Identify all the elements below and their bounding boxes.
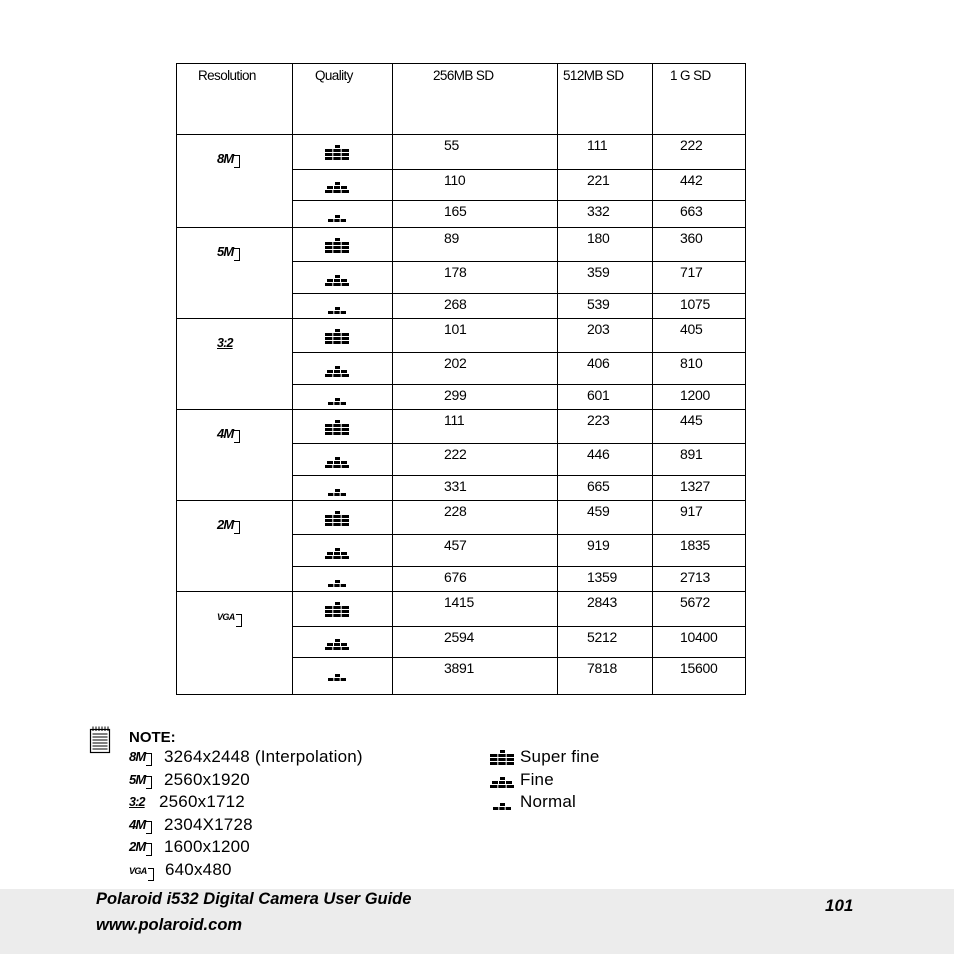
table-cell: 1835 (680, 537, 710, 553)
resolution-cell (217, 607, 241, 625)
row-divider (293, 293, 745, 294)
table-cell: 1415 (444, 594, 474, 610)
table-cell: 223 (587, 412, 610, 428)
note-resolution-text: 2304X1728 (164, 815, 253, 834)
table-cell: 3891 (444, 660, 474, 676)
resolution-3-2-icon: 3:2 (129, 795, 145, 809)
table-cell: 268 (444, 296, 467, 312)
table-cell: 539 (587, 296, 610, 312)
note-resolution-badge (129, 748, 151, 766)
table-cell: 2713 (680, 569, 710, 585)
note-resolution-text: 2560x1712 (159, 792, 245, 811)
normal-icon (325, 390, 349, 405)
row-divider (293, 657, 745, 658)
table-cell: 299 (444, 387, 467, 403)
resolution-cell (217, 516, 239, 534)
super-fine-icon (325, 511, 349, 526)
table-cell: 110 (444, 172, 466, 188)
row-divider (293, 384, 745, 385)
column-divider (652, 64, 653, 694)
table-cell: 202 (444, 355, 467, 371)
table-cell: 1200 (680, 387, 710, 403)
row-divider (177, 500, 745, 501)
super-fine-icon (490, 750, 514, 765)
super-fine-icon (325, 329, 349, 344)
table-cell: 2594 (444, 629, 474, 645)
table-cell: 919 (587, 537, 610, 553)
fine-icon (325, 635, 349, 650)
table-cell: 406 (587, 355, 610, 371)
fine-icon (490, 773, 514, 788)
super-fine-icon (325, 145, 349, 160)
note-quality-text: Fine (520, 770, 554, 789)
table-cell: 5212 (587, 629, 617, 645)
page-number: 101 (825, 896, 854, 915)
table-cell: 222 (444, 446, 467, 462)
resolution-cell (217, 425, 239, 443)
resolution-cell (217, 243, 239, 261)
note-quality-text: Normal (520, 792, 576, 811)
table-cell: 810 (680, 355, 703, 371)
table-cell: 1075 (680, 296, 710, 312)
normal-icon (325, 572, 349, 587)
column-header: 256MB SD (433, 68, 494, 83)
table-cell: 165 (444, 203, 467, 219)
row-divider (293, 566, 745, 567)
table-cell: 221 (587, 172, 610, 188)
note-resolution-text: 1600x1200 (164, 837, 250, 856)
row-divider (293, 534, 745, 535)
table-cell: 665 (587, 478, 610, 494)
column-divider (392, 64, 393, 694)
table-cell: 10400 (680, 629, 718, 645)
table-cell: 359 (587, 264, 610, 280)
note-resolution-text: 3264x2448 (Interpolation) (164, 747, 363, 766)
resolution-5m-icon: 5M (129, 773, 151, 786)
table-cell: 2843 (587, 594, 617, 610)
table-cell: 111 (444, 412, 465, 428)
table-cell: 89 (444, 230, 459, 246)
table-cell: 459 (587, 503, 610, 519)
fine-icon (325, 178, 349, 193)
column-divider (557, 64, 558, 694)
row-divider (293, 261, 745, 262)
super-fine-icon (325, 420, 349, 435)
resolution-cell (217, 150, 239, 168)
table-cell: 15600 (680, 660, 718, 676)
table-cell: 111 (587, 137, 608, 153)
footer-title: Polaroid i532 Digital Camera User Guide (96, 890, 412, 908)
table-cell: 55 (444, 137, 459, 153)
resolution-2m-icon: 2M (217, 518, 239, 531)
column-header: Resolution (198, 68, 256, 83)
normal-icon (325, 299, 349, 314)
table-cell: 446 (587, 446, 610, 462)
note-resolution-badge (129, 816, 151, 834)
note-resolution-text: 2560x1920 (164, 770, 250, 789)
row-divider (293, 475, 745, 476)
row-divider (177, 227, 745, 228)
table-cell: 178 (444, 264, 467, 280)
fine-icon (325, 362, 349, 377)
table-cell: 891 (680, 446, 703, 462)
table-cell: 360 (680, 230, 703, 246)
table-cell: 101 (444, 321, 467, 337)
footer-url: www.polaroid.com (96, 916, 243, 934)
resolution-cell (217, 334, 233, 352)
table-cell: 445 (680, 412, 703, 428)
note-resolution-badge (129, 838, 151, 856)
table-cell: 332 (587, 203, 610, 219)
note-resolution-badge (129, 861, 153, 879)
resolution-vga-icon: VGA (217, 611, 241, 624)
table-cell: 222 (680, 137, 703, 153)
table-cell: 442 (680, 172, 703, 188)
normal-icon (325, 207, 349, 222)
row-divider (177, 134, 745, 135)
resolution-5m-icon: 5M (217, 245, 239, 258)
resolution-2m-icon: 2M (129, 840, 151, 853)
row-divider (293, 443, 745, 444)
table-cell: 457 (444, 537, 467, 553)
note-resolution-badge (129, 771, 151, 789)
table-cell: 601 (587, 387, 610, 403)
column-header: 512MB SD (563, 68, 624, 83)
notepad-icon (89, 726, 111, 754)
column-header: 1 G SD (670, 68, 711, 83)
note-quality-text: Super fine (520, 747, 600, 766)
row-divider (177, 318, 745, 319)
note-resolution-badge (129, 793, 145, 811)
fine-icon (325, 544, 349, 559)
table-cell: 7818 (587, 660, 617, 676)
note-resolution-text: 640x480 (165, 860, 232, 879)
super-fine-icon (325, 602, 349, 617)
resolution-3-2-icon: 3:2 (217, 336, 233, 350)
fine-icon (325, 271, 349, 286)
row-divider (293, 200, 745, 201)
row-divider (293, 352, 745, 353)
table-cell: 1327 (680, 478, 710, 494)
normal-icon (325, 481, 349, 496)
table-cell: 917 (680, 503, 703, 519)
resolution-4m-icon: 4M (129, 818, 151, 831)
table-cell: 180 (587, 230, 610, 246)
normal-icon (325, 666, 349, 681)
table-cell: 5672 (680, 594, 710, 610)
table-cell: 676 (444, 569, 467, 585)
super-fine-icon (325, 238, 349, 253)
row-divider (293, 169, 745, 170)
table-cell: 717 (680, 264, 703, 280)
table-cell: 331 (444, 478, 467, 494)
note-title: NOTE: (129, 729, 176, 746)
table-cell: 203 (587, 321, 610, 337)
table-cell: 405 (680, 321, 703, 337)
fine-icon (325, 453, 349, 468)
row-divider (293, 626, 745, 627)
row-divider (177, 409, 745, 410)
table-cell: 663 (680, 203, 703, 219)
storage-capacity-table (176, 63, 746, 695)
column-header: Quality (315, 68, 353, 83)
resolution-vga-icon: VGA (129, 865, 153, 878)
resolution-8m-icon: 8M (217, 152, 239, 165)
row-divider (177, 591, 745, 592)
table-cell: 1359 (587, 569, 617, 585)
resolution-4m-icon: 4M (217, 427, 239, 440)
table-cell: 228 (444, 503, 467, 519)
column-divider (292, 64, 293, 694)
normal-icon (490, 795, 514, 810)
resolution-8m-icon: 8M (129, 750, 151, 763)
